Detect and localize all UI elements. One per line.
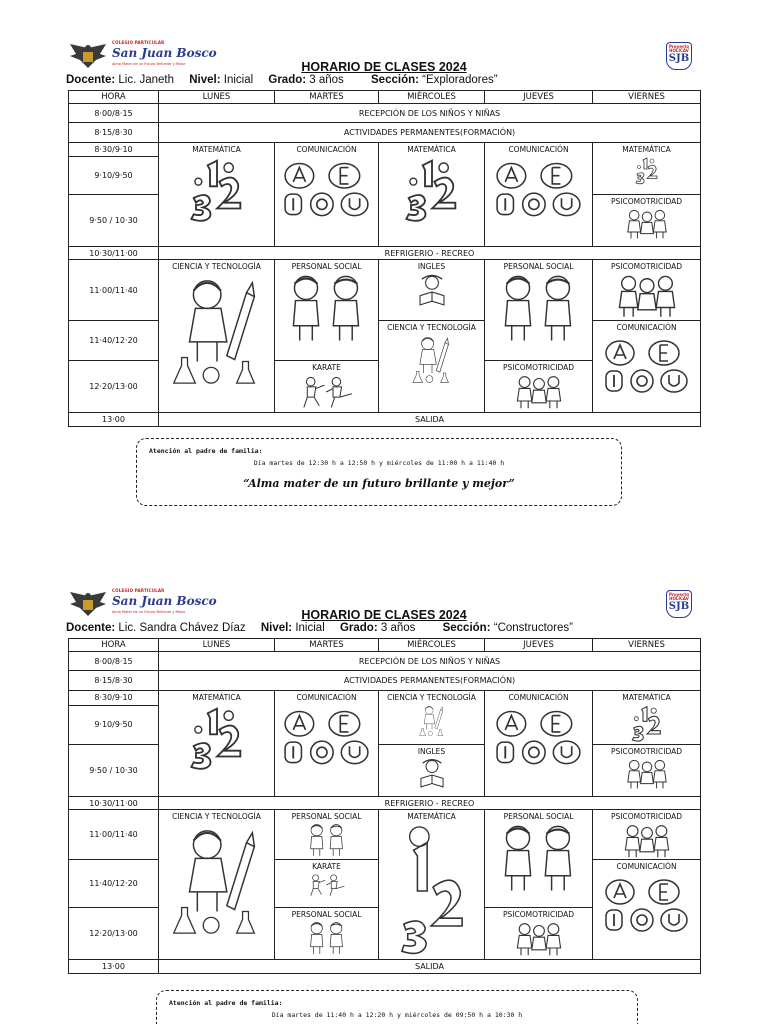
parent-notice xyxy=(156,990,638,1024)
kids-illustration-icon xyxy=(511,374,567,410)
page-title: HORARIO DE CLASES 2024 xyxy=(301,608,467,622)
seccion-value: “Constructores” xyxy=(493,622,573,634)
col-martes: MARTES xyxy=(275,639,379,652)
badge-letters: SJB xyxy=(668,601,690,612)
subject-cell: PSICOMOTRICIDAD xyxy=(593,260,701,321)
girl-pencil-illustration-icon xyxy=(167,273,267,391)
reader-illustration-icon xyxy=(410,758,454,792)
subject-cell: CIENCIA Y TECNOLOGÍA xyxy=(159,810,275,960)
vowels-illustration-icon xyxy=(493,704,585,768)
schedule-table xyxy=(68,638,701,974)
karate-illustration-icon xyxy=(297,374,357,410)
subject-cell: PERSONAL SOCIAL xyxy=(275,810,379,860)
vowels-illustration-icon xyxy=(602,334,692,396)
col-jueves: JUEVES xyxy=(485,91,593,104)
school-name: San Juan Bosco xyxy=(112,46,217,60)
badge-top-text: Proyecto HOLICAV xyxy=(668,44,689,53)
class-info: Docente: Lic. Sandra Chávez Díaz Nivel: Inicial Grado: 3 años Sección: “Constructores” xyxy=(66,622,573,634)
notice-body: Día martes de 12:30 h a 12:50 h y miércoles de 11:00 h a 11:40 h xyxy=(253,459,505,467)
subject-cell: PSICOMOTRICIDAD xyxy=(593,810,701,860)
girl-pencil-illustration-icon xyxy=(407,334,457,386)
col-hora: HORA xyxy=(69,91,159,104)
karate-illustration-icon xyxy=(305,873,349,897)
children-illustration-icon xyxy=(497,823,581,897)
col-jueves: JUEVES xyxy=(485,639,593,652)
time-cell: 13·00 xyxy=(69,960,159,974)
time-cell: 9·10/9·50 xyxy=(69,705,159,744)
kids-illustration-icon xyxy=(511,921,567,957)
schedule-table xyxy=(68,90,701,427)
time-cell: 9·10/9·50 xyxy=(69,157,159,195)
time-cell: 11·00/11·40 xyxy=(69,260,159,321)
numbers-illustration-icon xyxy=(632,156,662,186)
subject-cell: MATEMÁTICA xyxy=(379,143,485,247)
notice-heading: Atención al padre de familia: xyxy=(169,999,283,1007)
vowels-illustration-icon xyxy=(493,156,585,220)
time-cell: 8·30/9·10 xyxy=(69,691,159,706)
time-cell: 11·40/12·20 xyxy=(69,860,159,908)
exit-cell: SALIDA xyxy=(159,413,701,427)
seccion-value: “Exploradores” xyxy=(422,74,498,86)
col-viernes: VIERNES xyxy=(593,639,701,652)
header-row xyxy=(69,639,701,652)
school-motto: Alma Mater de un Futuro Brillante y Mejor xyxy=(112,610,186,614)
subject-cell: COMUNICACIÓN xyxy=(593,860,701,960)
parent-notice xyxy=(136,438,622,506)
reception-cell: RECEPCIÓN DE LOS NIÑOS Y NIÑAS xyxy=(159,104,701,123)
subject-cell: PERSONAL SOCIAL xyxy=(485,260,593,361)
time-cell: 12·20/13·00 xyxy=(69,908,159,960)
grado-value: 3 años xyxy=(380,622,416,634)
subject-cell: PERSONAL SOCIAL xyxy=(485,810,593,908)
reader-illustration-icon xyxy=(409,273,455,311)
col-viernes: VIERNES xyxy=(593,91,701,104)
kids-illustration-icon xyxy=(617,823,677,859)
subject-cell: COMUNICACIÓN xyxy=(593,321,701,413)
subject-cell: CIENCIA Y TECNOLOGÍA xyxy=(379,321,485,413)
subject-cell: COMUNICACIÓN xyxy=(275,691,379,797)
time-cell: 13·00 xyxy=(69,413,159,427)
numbers-illustration-icon xyxy=(627,704,667,744)
page-title: HORARIO DE CLASES 2024 xyxy=(301,60,467,74)
girl-pencil-illustration-icon xyxy=(414,704,450,738)
notice-heading: Atención al padre de familia: xyxy=(149,447,263,455)
subject-cell: PSICOMOTRICIDAD xyxy=(593,195,701,247)
grado-value: 3 años xyxy=(309,74,344,86)
time-cell: 10·30/11·00 xyxy=(69,797,159,810)
subject-cell: COMUNICACIÓN xyxy=(485,691,593,797)
subject-cell: KARATE xyxy=(275,361,379,413)
notice-motto: “Alma mater de un futuro brillante y mejor” xyxy=(243,477,515,490)
school-motto: Alma Mater de un Futuro Brillante y Mejor xyxy=(112,62,186,66)
time-cell: 8·15/8·30 xyxy=(69,123,159,143)
col-miercoles: MIÉRCOLES xyxy=(379,91,485,104)
subject-cell: COMUNICACIÓN xyxy=(485,143,593,247)
subject-cell: MATEMÁTICA xyxy=(593,143,701,195)
time-cell: 9·50 / 10·30 xyxy=(69,745,159,797)
numbers-illustration-icon xyxy=(397,156,467,226)
docente-value: Lic. Janeth xyxy=(118,74,175,86)
time-cell: 11·40/12·20 xyxy=(69,321,159,361)
col-miercoles: MIÉRCOLES xyxy=(379,639,485,652)
subject-cell: MATEMÁTICA xyxy=(159,691,275,797)
vowels-illustration-icon xyxy=(281,704,373,768)
time-cell: 8·15/8·30 xyxy=(69,671,159,691)
subject-cell: INGLES xyxy=(379,745,485,797)
col-lunes: LUNES xyxy=(159,91,275,104)
school-tag: COLEGIO PARTICULAR xyxy=(112,40,165,45)
col-hora: HORA xyxy=(69,639,159,652)
school-tag: COLEGIO PARTICULAR xyxy=(112,588,165,593)
vowels-illustration-icon xyxy=(281,156,373,220)
activities-cell: ACTIVIDADES PERMANENTES(FORMACIÓN) xyxy=(159,123,701,143)
exit-cell: SALIDA xyxy=(159,960,701,974)
nivel-value: Inicial xyxy=(295,622,325,634)
subject-cell: MATEMÁTICA xyxy=(593,691,701,745)
children-illustration-icon xyxy=(285,273,369,347)
vowels-illustration-icon xyxy=(602,873,692,935)
subject-cell: PSICOMOTRICIDAD xyxy=(593,745,701,797)
kids-illustration-icon xyxy=(622,758,672,790)
subject-cell: PERSONAL SOCIAL xyxy=(275,908,379,960)
subject-cell: PERSONAL SOCIAL xyxy=(275,260,379,361)
subject-cell: CIENCIA Y TECNOLOGÍA xyxy=(159,260,275,413)
class-info: Docente: Lic. Janeth Nivel: Inicial Grado: 3 años Sección: “Exploradores” xyxy=(66,74,498,86)
badge-top-text: Proyecto HOLICAV xyxy=(668,592,689,601)
children-illustration-icon xyxy=(497,273,581,347)
reception-cell: RECEPCIÓN DE LOS NIÑOS Y NIÑAS xyxy=(159,652,701,671)
col-martes: MARTES xyxy=(275,91,379,104)
numbers-illustration-icon xyxy=(182,704,252,774)
children-illustration-icon xyxy=(305,921,349,957)
subject-cell: COMUNICACIÓN xyxy=(275,143,379,247)
subject-cell: MATEMÁTICA xyxy=(379,810,485,960)
subject-cell: INGLES xyxy=(379,260,485,321)
break-cell: REFRIGERIO - RECREO xyxy=(159,247,701,260)
time-cell: 8·00/8·15 xyxy=(69,104,159,123)
badge-letters: SJB xyxy=(668,53,690,64)
subject-cell: KARATE xyxy=(275,860,379,908)
notice-body: Día martes de 11:40 h a 12:20 h y miércoles de 09:50 h a 10:30 h xyxy=(271,1011,523,1019)
kids-illustration-icon xyxy=(607,273,687,319)
subject-cell: CIENCIA Y TECNOLOGÍA xyxy=(379,691,485,745)
col-lunes: LUNES xyxy=(159,639,275,652)
time-cell: 8·00/8·15 xyxy=(69,652,159,671)
subject-cell: PSICOMOTRICIDAD xyxy=(485,908,593,960)
numbers-illustration-icon xyxy=(182,156,252,226)
subject-cell: MATEMÁTICA xyxy=(159,143,275,247)
break-cell: REFRIGERIO - RECREO xyxy=(159,797,701,810)
time-cell: 10·30/11·00 xyxy=(69,247,159,260)
time-cell: 8·30/9·10 xyxy=(69,143,159,157)
numbers-illustration-icon xyxy=(397,823,467,959)
docente-value: Lic. Sandra Chávez Díaz xyxy=(118,622,246,634)
time-cell: 11·00/11·40 xyxy=(69,810,159,860)
subject-cell: PSICOMOTRICIDAD xyxy=(485,361,593,413)
girl-pencil-illustration-icon xyxy=(167,823,267,941)
kids-illustration-icon xyxy=(622,208,672,240)
activities-cell: ACTIVIDADES PERMANENTES(FORMACIÓN) xyxy=(159,671,701,691)
nivel-value: Inicial xyxy=(223,74,254,86)
time-cell: 9·50 / 10·30 xyxy=(69,195,159,247)
header-row xyxy=(69,91,701,104)
time-cell: 12·20/13·00 xyxy=(69,361,159,413)
children-illustration-icon xyxy=(305,823,349,859)
school-name: San Juan Bosco xyxy=(112,594,217,608)
